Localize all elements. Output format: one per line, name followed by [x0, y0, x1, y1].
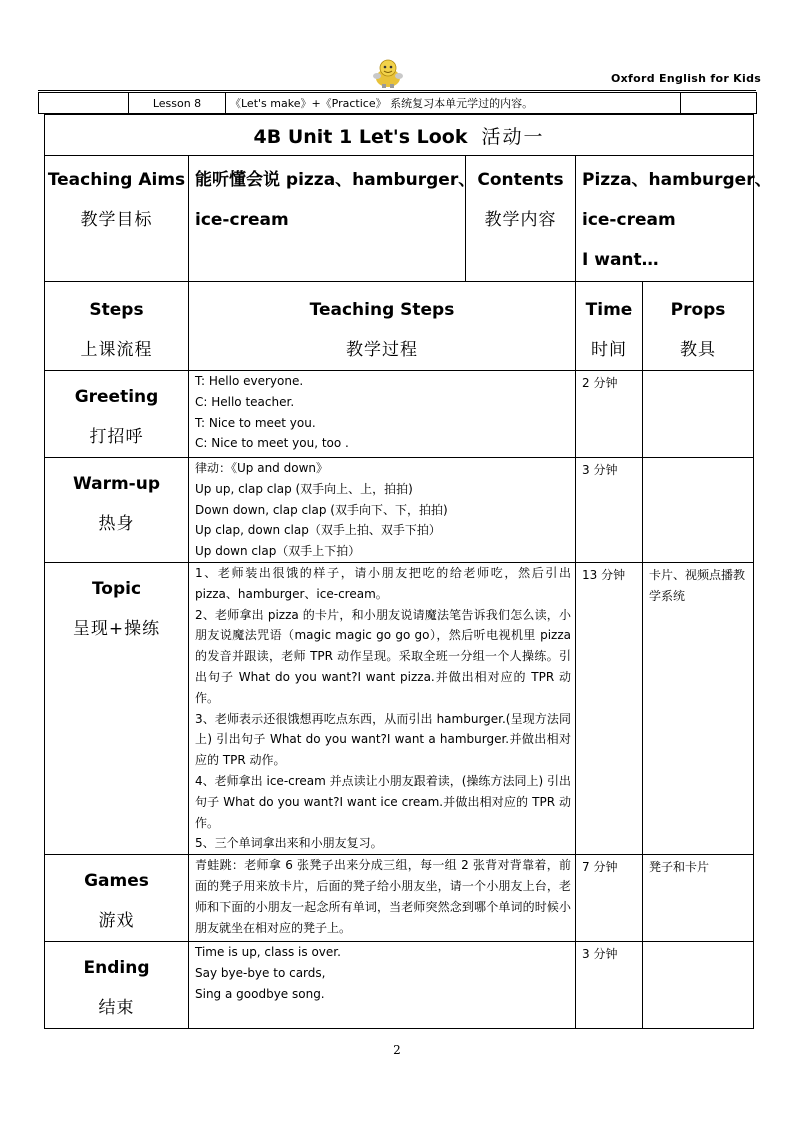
- table-row: [45, 855, 754, 942]
- contents-line1: Pizza、hamburger、: [582, 170, 772, 190]
- steps-header: [45, 282, 189, 371]
- steps-header-en: Steps: [89, 300, 144, 320]
- step-name-cn: 热身: [98, 514, 135, 534]
- content-line: T: Hello everyone.: [195, 374, 304, 388]
- step-name-cn: 结束: [98, 998, 135, 1019]
- teaching-aims-line1: 能听懂会说 pizza、hamburger、: [195, 170, 476, 190]
- teaching-steps-header: [189, 282, 576, 371]
- teaching-aims-line2: ice-cream: [195, 210, 289, 230]
- step-name-ending: [45, 942, 189, 1029]
- step-time: 7 分钟: [576, 855, 643, 942]
- step-props: [643, 458, 754, 563]
- teaching-aims-text: [189, 156, 476, 282]
- step-content-topic: [189, 562, 576, 854]
- time-header: [576, 282, 643, 371]
- page-number: 2: [393, 1043, 401, 1057]
- contents-label: [466, 156, 576, 282]
- lesson-row-table: [38, 92, 757, 114]
- step-content-ending: [189, 942, 576, 1029]
- time-header-cn: 时间: [591, 340, 627, 360]
- teaching-aims-label: [45, 156, 189, 282]
- step-name-cn: 呈现+操练: [72, 618, 161, 639]
- table-row: [45, 371, 754, 458]
- teaching-steps-header-en: Teaching Steps: [309, 300, 455, 320]
- props-header-cn: 教具: [680, 340, 717, 360]
- cartoon-mascot-logo-icon: [368, 56, 408, 90]
- step-props: 卡片、视频点播教学系统: [643, 562, 754, 854]
- lesson-description: 《Let's make》+《Practice》 系统复习本单元学过的内容。: [226, 93, 681, 114]
- step-time: 3 分钟: [576, 458, 643, 563]
- content-line: Up up, clap clap (双手向上、上，拍拍): [195, 481, 413, 496]
- step-name-cn: 打招呼: [89, 427, 144, 447]
- content-line: C: Nice to meet you, too .: [195, 436, 349, 451]
- content-line: 律动：《Up and down》: [195, 461, 328, 475]
- teaching-aims-label-cn: 教学目标: [80, 210, 153, 230]
- step-content-games: [189, 855, 576, 942]
- header-divider: [38, 90, 756, 91]
- props-header-en: Props: [670, 300, 726, 320]
- content-paragraph: 青蛙跳：老师拿 6 张凳子出来分成三组，每一组 2 张背对背靠着，前面的凳子用来放卡片，后面的凳子给小朋友坐，请一个小朋友上台，老师和下面的小朋友一起念所有单词，当老师突然念到哪个单词的时候小朋友就坐在相对应的凳子上。: [195, 858, 571, 935]
- table-row: [45, 942, 754, 1029]
- step-props: 凳子和卡片: [643, 855, 754, 942]
- contents-line3: I want…: [582, 250, 659, 270]
- step-content-greeting: [189, 371, 576, 458]
- content-paragraph: 1、老师装出很饿的样子，请小朋友把吃的给老师吃，然后引出 pizza、hamburger、ice-cream。: [195, 565, 571, 601]
- step-name-en: Ending: [83, 958, 150, 979]
- content-paragraph: 5、三个单词拿出来和小朋友复习。: [195, 836, 383, 851]
- content-paragraph: 3、老师表示还很饿想再吃点东西，从而引出 hamburger.(呈现方法同上) 引出句子 What do you want?I want a hamburger.并做出相对应的 TPR 动作。: [195, 711, 571, 768]
- plan-title: [45, 115, 754, 156]
- step-time: 3 分钟: [576, 942, 643, 1029]
- content-line: Say bye-bye to cards,: [195, 965, 326, 980]
- step-name-en: Topic: [91, 578, 142, 599]
- time-header-en: Time: [585, 300, 633, 320]
- step-props: [643, 371, 754, 458]
- lesson-number: Lesson 8: [129, 93, 226, 114]
- table-row: [45, 562, 754, 854]
- step-name-warm-up: [45, 458, 189, 563]
- content-paragraph: 2、老师拿出 pizza 的卡片，和小朋友说请魔法笔告诉我们怎么读，小朋友说魔法咒语（magic magic go go go），然后听电视机里 pizza 的发音并跟读，老师 TPR 动作呈现。采取全班一分组一个人操练。引出句子 What do you want?I want pizza.并做出相对应的 TPR 动作。: [195, 607, 571, 705]
- plan-title-en: 4B Unit 1 Let's Look: [253, 125, 468, 148]
- contents-line2: ice-cream: [582, 210, 676, 230]
- step-content-warm-up: [189, 458, 576, 563]
- step-name-topic: [45, 562, 189, 854]
- step-props: [643, 942, 754, 1029]
- lesson-blank-right: [681, 93, 757, 114]
- steps-header-cn: 上课流程: [80, 340, 153, 360]
- content-line: T: Nice to meet you.: [195, 415, 316, 430]
- content-line: Up down clap（双手上下拍）: [195, 544, 361, 559]
- step-name-en: Greeting: [74, 387, 159, 407]
- plan-title-cn: 活动一: [481, 125, 545, 148]
- lesson-blank-left: [39, 93, 129, 114]
- teaching-aims-label-en: Teaching Aims: [47, 170, 186, 190]
- props-header: [643, 282, 754, 371]
- step-name-en: Games: [84, 871, 149, 892]
- contents-label-cn: 教学内容: [484, 210, 557, 230]
- contents-label-en: Contents: [477, 170, 564, 190]
- step-time: 13 分钟: [576, 562, 643, 854]
- brand-title: Oxford English for Kids: [611, 72, 762, 85]
- step-time: 2 分钟: [576, 371, 643, 458]
- content-line: Time is up, class is over.: [195, 945, 341, 960]
- contents-text: [576, 156, 772, 282]
- table-row: [45, 458, 754, 563]
- step-name-greeting: [45, 371, 189, 458]
- step-name-games: [45, 855, 189, 942]
- content-paragraph: 4、老师拿出 ice-cream 并点读让小朋友跟着读，(操练方法同上) 引出句子 What do you want?I want ice cream.并做出相对应的 TPR 动作。: [195, 773, 571, 830]
- content-line: Sing a goodbye song.: [195, 986, 325, 1001]
- teaching-steps-header-cn: 教学过程: [346, 340, 418, 360]
- content-line: Up clap, down clap（双手上拍、双手下拍）: [195, 523, 441, 538]
- lesson-plan-table: [44, 114, 772, 1029]
- step-name-cn: 游戏: [98, 911, 135, 932]
- step-name-en: Warm-up: [72, 474, 161, 494]
- content-line: Down down, clap clap (双手向下、下，拍拍): [195, 502, 448, 517]
- content-line: C: Hello teacher.: [195, 394, 295, 409]
